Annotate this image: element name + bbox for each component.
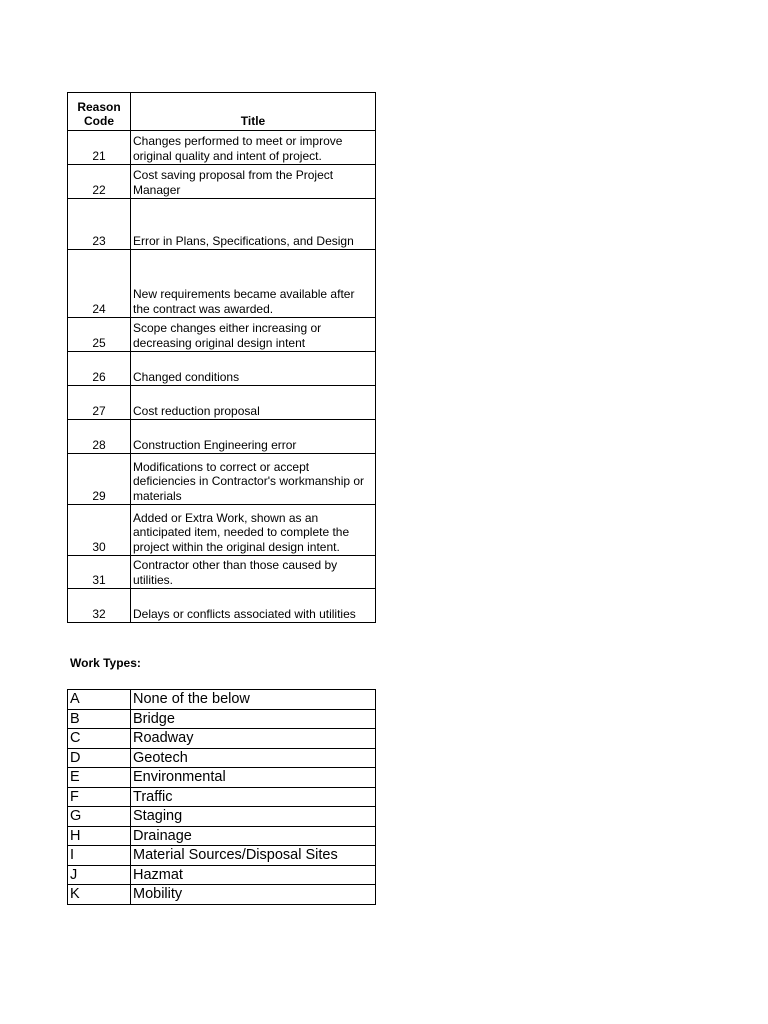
work-type-code: B bbox=[68, 709, 131, 729]
reason-title: Cost reduction proposal bbox=[131, 386, 376, 420]
reason-code: 29 bbox=[68, 454, 131, 505]
work-type-name: Geotech bbox=[131, 748, 376, 768]
reason-title: Added or Extra Work, shown as an anticipated item, needed to complete the project within the original design intent. bbox=[131, 505, 376, 556]
table-row bbox=[68, 131, 376, 165]
work-type-code: K bbox=[68, 885, 131, 905]
table-row bbox=[68, 505, 376, 556]
table-row bbox=[68, 885, 376, 905]
table-row bbox=[68, 729, 376, 749]
work-type-name: Environmental bbox=[131, 768, 376, 788]
table-row bbox=[68, 826, 376, 846]
reason-title: Construction Engineering error bbox=[131, 420, 376, 454]
work-type-name: Hazmat bbox=[131, 865, 376, 885]
work-type-name: Drainage bbox=[131, 826, 376, 846]
reason-code: 26 bbox=[68, 352, 131, 386]
work-type-code: E bbox=[68, 768, 131, 788]
work-type-name: Bridge bbox=[131, 709, 376, 729]
table-row bbox=[68, 589, 376, 623]
reason-code-header: Reason Code bbox=[68, 93, 131, 131]
reason-code: 30 bbox=[68, 505, 131, 556]
reason-code: 25 bbox=[68, 318, 131, 352]
reason-title: Contractor other than those caused by utilities. bbox=[131, 556, 376, 589]
reason-title: New requirements became available after the contract was awarded. bbox=[131, 250, 376, 318]
reason-code: 24 bbox=[68, 250, 131, 318]
title-header: Title bbox=[131, 93, 376, 131]
work-type-name: Traffic bbox=[131, 787, 376, 807]
reason-title: Delays or conflicts associated with utilities bbox=[131, 589, 376, 623]
work-type-name: None of the below bbox=[131, 690, 376, 710]
work-type-name: Material Sources/Disposal Sites bbox=[131, 846, 376, 866]
table-row bbox=[68, 865, 376, 885]
work-type-name: Staging bbox=[131, 807, 376, 827]
table-row bbox=[68, 352, 376, 386]
reason-title: Error in Plans, Specifications, and Design bbox=[131, 199, 376, 250]
table-row bbox=[68, 199, 376, 250]
work-types-table bbox=[67, 689, 376, 905]
table-row bbox=[68, 386, 376, 420]
table-row bbox=[68, 318, 376, 352]
reason-code-table bbox=[67, 92, 376, 623]
work-type-code: I bbox=[68, 846, 131, 866]
work-type-code: G bbox=[68, 807, 131, 827]
table-row bbox=[68, 420, 376, 454]
work-type-code: D bbox=[68, 748, 131, 768]
reason-code: 22 bbox=[68, 165, 131, 199]
table-row bbox=[68, 846, 376, 866]
table-row bbox=[68, 748, 376, 768]
reason-code: 28 bbox=[68, 420, 131, 454]
work-type-name: Mobility bbox=[131, 885, 376, 905]
table-row bbox=[68, 165, 376, 199]
reason-code: 32 bbox=[68, 589, 131, 623]
table-row bbox=[68, 556, 376, 589]
table-row bbox=[68, 709, 376, 729]
reason-title: Scope changes either increasing or decreasing original design intent bbox=[131, 318, 376, 352]
work-type-code: C bbox=[68, 729, 131, 749]
reason-code: 27 bbox=[68, 386, 131, 420]
reason-title: Modifications to correct or accept deficiencies in Contractor's workmanship or materials bbox=[131, 454, 376, 505]
table-row bbox=[68, 768, 376, 788]
table-row bbox=[68, 807, 376, 827]
work-type-code: J bbox=[68, 865, 131, 885]
reason-code: 21 bbox=[68, 131, 131, 165]
table-row bbox=[68, 690, 376, 710]
reason-code: 23 bbox=[68, 199, 131, 250]
table-row bbox=[68, 454, 376, 505]
reason-header-row bbox=[68, 93, 376, 131]
work-types-label: Work Types: bbox=[70, 656, 141, 670]
reason-title: Cost saving proposal from the Project Manager bbox=[131, 165, 376, 199]
work-type-code: H bbox=[68, 826, 131, 846]
reason-title: Changes performed to meet or improve original quality and intent of project. bbox=[131, 131, 376, 165]
work-type-code: F bbox=[68, 787, 131, 807]
work-type-name: Roadway bbox=[131, 729, 376, 749]
reason-code: 31 bbox=[68, 556, 131, 589]
table-row bbox=[68, 250, 376, 318]
work-type-code: A bbox=[68, 690, 131, 710]
table-row bbox=[68, 787, 376, 807]
reason-title: Changed conditions bbox=[131, 352, 376, 386]
